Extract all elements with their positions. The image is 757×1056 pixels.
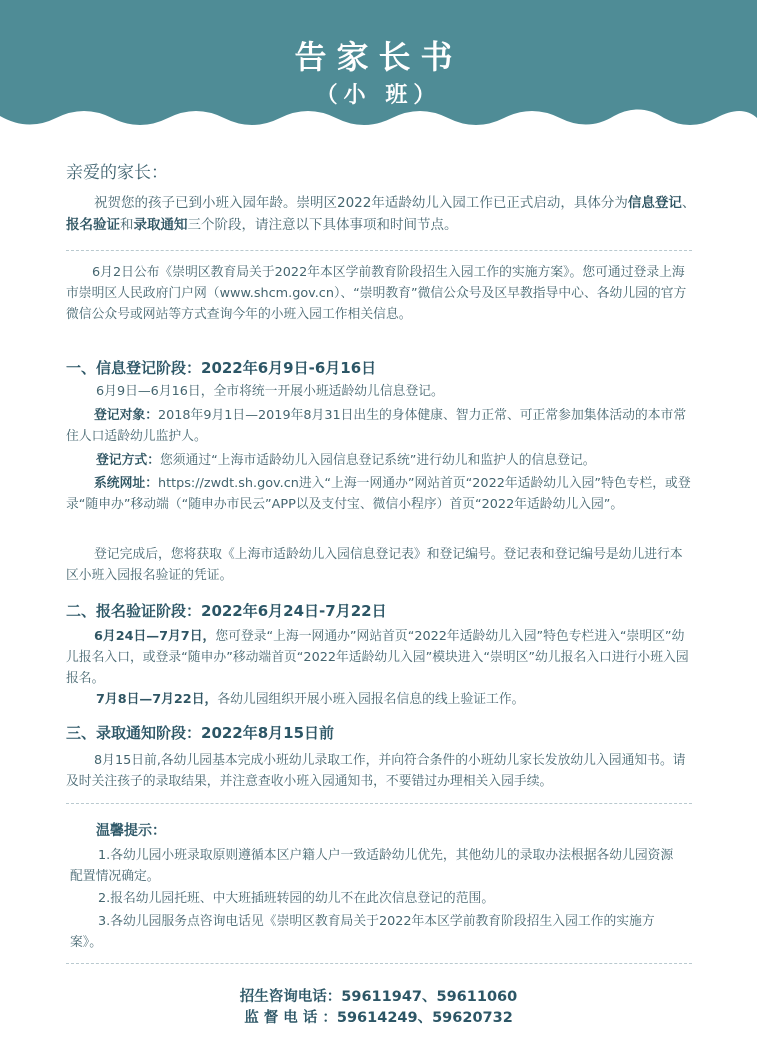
divider — [66, 963, 692, 964]
keyword-verification: 报名验证 — [66, 217, 120, 233]
section1-last-paragraph: 登记完成后，您将获取《上海市适龄幼儿入园信息登记表》和登记编号。登记表和登记编号是幼儿进行本区小班入园报名验证的凭证。 — [66, 547, 683, 583]
intro-sep: 和 — [120, 217, 134, 233]
target-label: 登记对象： — [94, 408, 158, 423]
keyword-info-registration: 信息登记 — [627, 195, 682, 211]
section2-period2 — [96, 689, 696, 710]
intro-sep: 、 — [681, 195, 696, 211]
greeting: 亲爱的家长： — [66, 163, 168, 183]
page-subtitle: （小 班） — [315, 82, 442, 108]
intro-paragraph — [66, 192, 706, 236]
period2-label: 7月8日—7月22日， — [96, 692, 218, 707]
method-label: 登记方式： — [96, 453, 160, 468]
section3-heading: 三、录取通知阶段：2022年8月15日前 — [66, 724, 335, 742]
divider — [66, 250, 692, 251]
section1-site — [66, 473, 692, 515]
tips-title: 温馨提示： — [96, 823, 166, 839]
section1-method — [96, 450, 696, 471]
method-text: 您须通过“上海市适龄幼儿入园信息登记系统”进行幼儿和监护人的信息登记。 — [159, 453, 596, 468]
enrollment-hotline: 招生咨询电话：59611947、59611060 — [239, 989, 518, 1005]
section2-period1 — [66, 626, 692, 689]
site-text: https://zwdt.sh.gov.cn进入“上海一网通办”网站首页“2022年适龄幼儿入园”特色专栏，或登录“随申办”移动端（“随申办市民云”APP以及支付宝、微信小程序）首页“2022年适龄幼儿入园”。 — [66, 476, 691, 512]
section3-paragraph: 8月15日前,各幼儿园基本完成小班幼儿录取工作，并向符合条件的小班幼儿家长发放幼儿入园通知书。请及时关注孩子的录取结果，并注意查收小班入园通知书，不要错过办理相关入园手续。 — [66, 753, 686, 789]
notice-paragraph: 6月2日公布《崇明区教育局关于2022年本区学前教育阶段招生入园工作的实施方案》。您可通过登录上海市崇明区人民政府门户网（www.shcm.gov.cn）、“崇明教育”微信公众号及区早教指导中心、各幼儿园的官方微信公众号或网站等方式查询今年的小班入园工作相关信息。 — [66, 265, 687, 322]
target-text: 2018年9月1日—2019年8月31日出生的身体健康、智力正常、可正常参加集体活动的本市常住人口适龄幼儿监护人。 — [66, 408, 687, 444]
header-banner — [0, 0, 757, 140]
section1-heading: 一、信息登记阶段：2022年6月9日-6月16日 — [66, 359, 377, 377]
section1-paragraph: 6月9日—6月16日，全市将统一开展小班适龄幼儿信息登记。 — [96, 384, 444, 399]
tip-1: 1.各幼儿园小班录取原则遵循本区户籍人户一致适龄幼儿优先，其他幼儿的录取办法根据各幼儿园资源配置情况确定。 — [70, 848, 674, 884]
page-title: 告家长书 — [294, 38, 463, 76]
section1-target — [66, 405, 692, 447]
supervision-hotline: 监 督 电 话 ：59614249、59620732 — [244, 1010, 513, 1026]
period2-text: 各幼儿园组织开展小班入园报名信息的线上验证工作。 — [217, 692, 525, 707]
divider — [66, 803, 692, 804]
intro-tail: 三个阶段，请注意以下具体事项和时间节点。 — [187, 217, 458, 233]
keyword-admission: 录取通知 — [133, 217, 188, 233]
tip-3: 3.各幼儿园服务点咨询电话见《崇明区教育局关于2022年本区学前教育阶段招生入园工作的实施方案》。 — [70, 914, 655, 950]
period1-text: 您可登录“上海一网通办”网站首页“2022年适龄幼儿入园”特色专栏进入“崇明区”幼儿报名入口，或登录“随申办”移动端首页“2022年适龄幼儿入园”模块进入“崇明区”幼儿报名入口进行小班入园报名。 — [66, 629, 689, 686]
period1-label: 6月24日—7月7日， — [94, 629, 216, 644]
tip-2: 2.报名幼儿园托班、中大班插班转园的幼儿不在此次信息登记的范围。 — [98, 891, 495, 906]
section2-heading: 二、报名验证阶段：2022年6月24日-7月22日 — [66, 602, 387, 620]
site-label: 系统网址： — [94, 476, 158, 491]
intro-line: 祝贺您的孩子已到小班入园年龄。崇明区2022年适龄幼儿入园工作已正式启动，具体分为 — [94, 195, 628, 211]
